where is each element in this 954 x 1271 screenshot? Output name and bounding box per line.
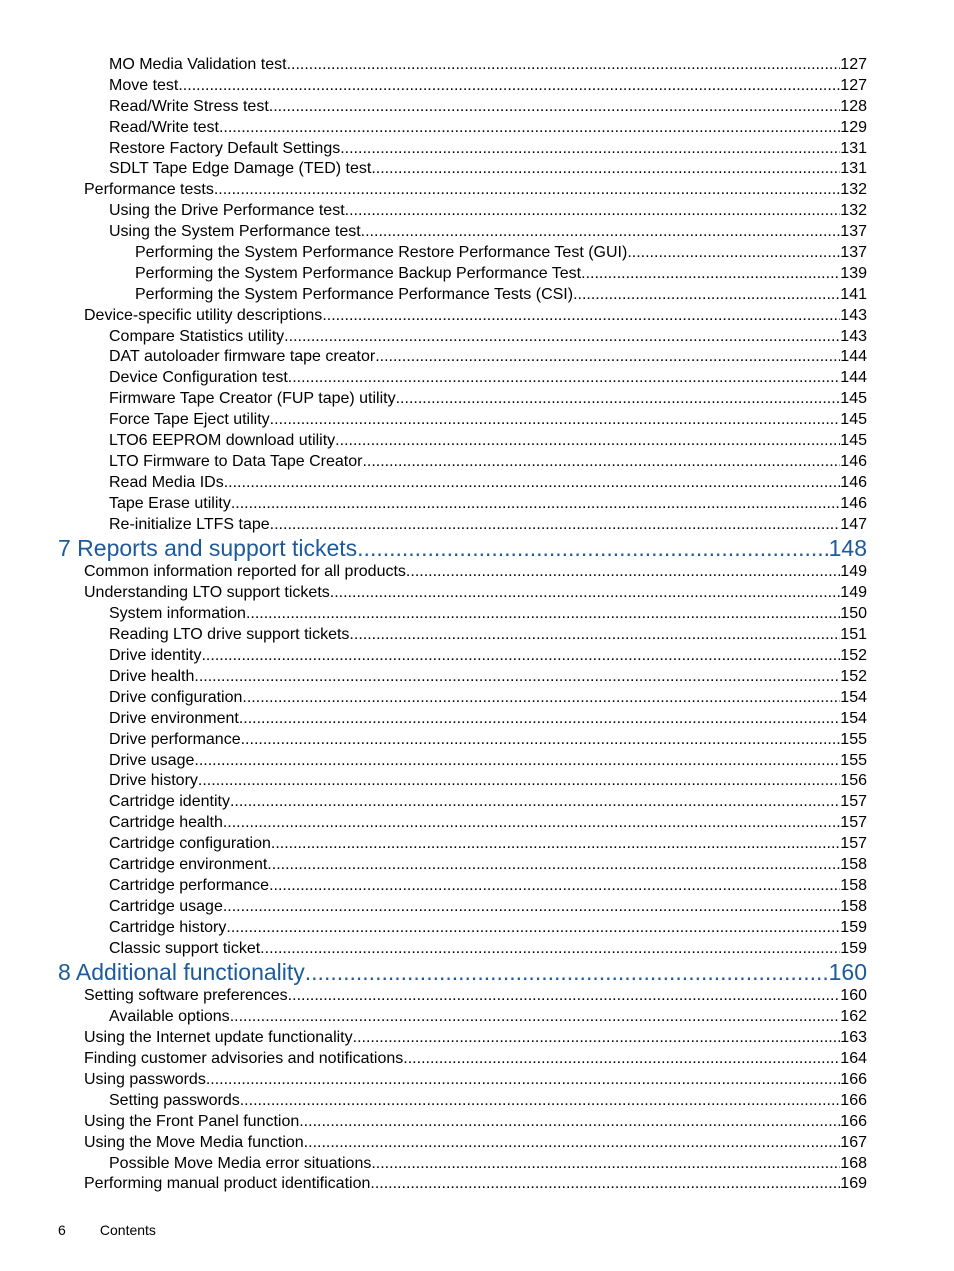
toc-entry[interactable] <box>0 625 954 646</box>
toc-entry-title: Drive performance <box>109 730 241 748</box>
toc-entry-page: 144 <box>840 369 867 387</box>
table-of-contents <box>0 55 954 1195</box>
toc-entry-page: 141 <box>840 285 867 303</box>
toc-entry-title: Cartridge identity <box>109 793 230 811</box>
toc-entry[interactable] <box>0 667 954 688</box>
toc-entry-title: Setting passwords <box>109 1091 240 1109</box>
toc-entry-title: Common information reported for all products <box>84 563 406 581</box>
toc-entry[interactable] <box>0 1154 954 1175</box>
toc-entry-title: Performing the System Performance Backup Performance Test <box>135 264 582 282</box>
dot-leader <box>370 1174 840 1195</box>
dot-leader <box>299 1112 840 1133</box>
toc-entry-title: Using the Drive Performance test <box>109 202 345 220</box>
toc-entry-page: 158 <box>840 897 867 915</box>
dot-leader <box>178 76 840 97</box>
toc-entry-page: 166 <box>840 1091 867 1109</box>
dot-leader <box>305 959 829 986</box>
toc-entry-title: Performing the System Performance Performance Tests (CSI) <box>135 285 574 303</box>
toc-entry[interactable] <box>0 473 954 494</box>
toc-entry-page: 132 <box>840 181 867 199</box>
dot-leader <box>345 201 841 222</box>
toc-entry[interactable] <box>0 730 954 751</box>
dot-leader <box>271 834 840 855</box>
chapter-page: 148 <box>828 535 867 562</box>
toc-entry-title: Cartridge health <box>109 814 223 832</box>
toc-entry-page: 159 <box>840 918 867 936</box>
toc-entry-title: Force Tape Eject utility <box>109 411 270 429</box>
dot-leader <box>270 410 841 431</box>
toc-entry-page: 131 <box>840 160 867 178</box>
toc-entry[interactable] <box>0 180 954 201</box>
toc-entry[interactable] <box>0 159 954 180</box>
dot-leader <box>230 792 840 813</box>
toc-entry-title: Read Media IDs <box>109 473 224 491</box>
toc-entry-title: Cartridge history <box>109 918 227 936</box>
toc-entry-page: 152 <box>840 667 867 685</box>
toc-entry-page: 145 <box>840 390 867 408</box>
toc-entry[interactable] <box>0 264 954 285</box>
toc-entry-page: 129 <box>840 118 867 136</box>
dot-leader <box>287 55 841 76</box>
toc-entry-title: Using the Move Media function <box>84 1133 304 1151</box>
toc-entry[interactable] <box>0 792 954 813</box>
toc-entry-page: 164 <box>840 1050 867 1068</box>
toc-entry-title: Using passwords <box>84 1070 206 1088</box>
dot-leader <box>240 1091 841 1112</box>
dot-leader <box>219 118 840 139</box>
toc-entry[interactable] <box>0 1007 954 1028</box>
toc-entry-title: Performing the System Performance Restore Performance Test (GUI) <box>135 244 628 262</box>
toc-entry-title: Drive configuration <box>109 688 243 706</box>
dot-leader <box>226 918 840 939</box>
toc-entry-page: 162 <box>840 1008 867 1026</box>
dot-leader <box>284 327 840 348</box>
toc-entry[interactable] <box>0 201 954 222</box>
toc-entry[interactable] <box>0 918 954 939</box>
dot-leader <box>403 1049 840 1070</box>
toc-entry-title: Re-initialize LTFS tape <box>109 515 270 533</box>
toc-entry-page: 132 <box>840 202 867 220</box>
toc-entry[interactable] <box>0 243 954 264</box>
toc-entry-title: Setting software preferences <box>84 987 288 1005</box>
toc-entry[interactable] <box>0 1091 954 1112</box>
toc-entry-title: SDLT Tape Edge Damage (TED) test <box>109 160 372 178</box>
toc-entry-title: Read/Write test <box>109 118 219 136</box>
dot-leader <box>231 494 840 515</box>
dot-leader <box>223 813 840 834</box>
toc-entry-page: 169 <box>840 1175 867 1193</box>
dot-leader <box>270 515 841 536</box>
toc-entry-page: 152 <box>840 647 867 665</box>
toc-entry-page: 157 <box>840 835 867 853</box>
toc-entry[interactable] <box>0 494 954 515</box>
toc-entry-page: 167 <box>840 1133 867 1151</box>
toc-entry-page: 128 <box>840 97 867 115</box>
toc-entry[interactable] <box>0 118 954 139</box>
toc-entry-page: 146 <box>840 473 867 491</box>
toc-entry-page: 149 <box>840 563 867 581</box>
toc-entry-title: Reading LTO drive support tickets <box>109 626 350 644</box>
toc-entry-page: 157 <box>840 793 867 811</box>
toc-entry-title: Device-specific utility descriptions <box>84 306 323 324</box>
toc-entry-page: 160 <box>840 987 867 1005</box>
toc-entry-title: Using the Front Panel function <box>84 1112 300 1130</box>
dot-leader <box>194 667 840 688</box>
toc-entry-title: Performance tests <box>84 181 214 199</box>
toc-entry-page: 146 <box>840 494 867 512</box>
toc-entry-page: 166 <box>840 1112 867 1130</box>
toc-entry[interactable] <box>0 1133 954 1154</box>
dot-leader <box>260 939 840 960</box>
dot-leader <box>201 646 840 667</box>
toc-entry-title: Finding customer advisories and notifications <box>84 1050 404 1068</box>
dot-leader <box>406 562 840 583</box>
dot-leader <box>371 159 840 180</box>
dot-leader <box>269 97 841 118</box>
toc-entry-page: 131 <box>840 139 867 157</box>
dot-leader <box>214 180 840 201</box>
toc-entry[interactable] <box>0 876 954 897</box>
dot-leader <box>230 1007 841 1028</box>
toc-entry-page: 159 <box>840 939 867 957</box>
toc-entry-title: Move test <box>109 76 179 94</box>
toc-entry[interactable] <box>0 939 954 960</box>
toc-chapter-8[interactable] <box>0 959 954 986</box>
toc-group-chapter7 <box>0 562 954 959</box>
toc-entry[interactable] <box>0 751 954 772</box>
dot-leader <box>241 730 841 751</box>
toc-entry[interactable] <box>0 327 954 348</box>
dot-leader <box>242 688 840 709</box>
dot-leader <box>206 1070 840 1091</box>
toc-entry[interactable] <box>0 562 954 583</box>
toc-entry[interactable] <box>0 347 954 368</box>
toc-entry-page: 158 <box>840 876 867 894</box>
dot-leader <box>361 222 841 243</box>
toc-entry-page: 157 <box>840 814 867 832</box>
dot-leader <box>396 389 841 410</box>
dot-leader <box>224 473 841 494</box>
toc-entry-page: 150 <box>840 605 867 623</box>
toc-entry-page: 154 <box>840 709 867 727</box>
toc-entry[interactable] <box>0 285 954 306</box>
dot-leader <box>267 855 840 876</box>
toc-entry-page: 155 <box>840 730 867 748</box>
toc-entry-page: 137 <box>840 223 867 241</box>
toc-entry-page: 127 <box>840 56 867 73</box>
toc-entry[interactable] <box>0 604 954 625</box>
toc-entry-title: MO Media Validation test <box>109 56 287 73</box>
toc-entry[interactable] <box>0 771 954 792</box>
toc-entry[interactable] <box>0 813 954 834</box>
toc-entry-page: 143 <box>840 306 867 324</box>
dot-leader <box>223 897 840 918</box>
toc-entry-title: Read/Write Stress test <box>109 97 269 115</box>
toc-entry-title: Drive usage <box>109 751 195 769</box>
toc-entry[interactable] <box>0 1028 954 1049</box>
toc-entry[interactable] <box>0 834 954 855</box>
toc-entry[interactable] <box>0 139 954 160</box>
toc-entry-title: Cartridge usage <box>109 897 223 915</box>
toc-entry[interactable] <box>0 76 954 97</box>
toc-entry-page: 166 <box>840 1070 867 1088</box>
toc-entry-title: LTO Firmware to Data Tape Creator <box>109 452 363 470</box>
toc-entry-title: System information <box>109 605 246 623</box>
toc-entry-title: Using the System Performance test <box>109 223 361 241</box>
dot-leader <box>322 306 840 327</box>
toc-entry[interactable] <box>0 452 954 473</box>
toc-entry-page: 149 <box>840 584 867 602</box>
toc-entry[interactable] <box>0 646 954 667</box>
toc-entry-title: Understanding LTO support tickets <box>84 584 330 602</box>
toc-entry[interactable] <box>0 410 954 431</box>
dot-leader <box>335 431 840 452</box>
toc-entry[interactable] <box>0 222 954 243</box>
toc-entry[interactable] <box>0 97 954 118</box>
toc-entry-title: Compare Statistics utility <box>109 327 285 345</box>
toc-entry-title: DAT autoloader firmware tape creator <box>109 348 376 366</box>
toc-entry-title: Possible Move Media error situations <box>109 1154 372 1172</box>
toc-entry[interactable] <box>0 709 954 730</box>
toc-entry-page: 146 <box>840 452 867 470</box>
toc-entry[interactable] <box>0 986 954 1007</box>
toc-entry[interactable] <box>0 55 954 76</box>
toc-entry-page: 137 <box>840 244 867 262</box>
toc-entry-page: 156 <box>840 772 867 790</box>
toc-entry-title: Restore Factory Default Settings <box>109 139 341 157</box>
dot-leader <box>349 625 840 646</box>
toc-entry-page: 168 <box>840 1154 867 1172</box>
toc-entry-title: Using the Internet update functionality <box>84 1029 353 1047</box>
toc-entry-title: Drive health <box>109 667 195 685</box>
toc-entry-page: 151 <box>840 626 867 644</box>
toc-entry-title: Tape Erase utility <box>109 494 231 512</box>
toc-entry-page: 163 <box>840 1029 867 1047</box>
dot-leader <box>627 243 840 264</box>
toc-entry[interactable] <box>0 583 954 604</box>
dot-leader <box>371 1154 840 1175</box>
toc-entry[interactable] <box>0 1112 954 1133</box>
dot-leader <box>581 264 840 285</box>
toc-entry-page: 127 <box>840 76 867 94</box>
dot-leader <box>194 751 840 772</box>
footer-section: Contents <box>99 1222 156 1238</box>
toc-entry-page: 145 <box>840 411 867 429</box>
toc-entry-title: Classic support ticket <box>109 939 261 957</box>
dot-leader <box>288 986 841 1007</box>
toc-entry[interactable] <box>0 368 954 389</box>
toc-entry[interactable] <box>0 1049 954 1070</box>
toc-entry[interactable] <box>0 306 954 327</box>
toc-entry-title: Device Configuration test <box>109 369 288 387</box>
toc-entry-page: 154 <box>840 688 867 706</box>
toc-entry[interactable] <box>0 855 954 876</box>
toc-entry-title: LTO6 EEPROM download utility <box>109 432 336 450</box>
toc-group-chapter8 <box>0 986 954 1195</box>
toc-entry[interactable] <box>0 389 954 410</box>
dot-leader <box>362 452 840 473</box>
toc-entry-page: 139 <box>840 264 867 282</box>
toc-entry-page: 158 <box>840 855 867 873</box>
chapter-page: 160 <box>828 959 867 986</box>
toc-entry-page: 145 <box>840 432 867 450</box>
toc-chapter-7[interactable] <box>0 535 954 562</box>
toc-entry-title: Drive identity <box>109 647 202 665</box>
dot-leader <box>573 285 840 306</box>
toc-entry[interactable] <box>0 431 954 452</box>
toc-entry-title: Available options <box>109 1008 230 1026</box>
toc-entry[interactable] <box>0 515 954 536</box>
toc-entry[interactable] <box>0 1174 954 1195</box>
toc-entry[interactable] <box>0 688 954 709</box>
page-footer <box>58 1222 156 1238</box>
chapter-title: 8 Additional functionality <box>58 959 305 986</box>
dot-leader <box>304 1133 841 1154</box>
toc-entry-title: Cartridge environment <box>109 855 268 873</box>
toc-entry-title: Cartridge performance <box>109 876 270 894</box>
toc-entry-title: Drive environment <box>109 709 239 727</box>
toc-entry-page: 144 <box>840 348 867 366</box>
dot-leader <box>239 709 840 730</box>
toc-entry[interactable] <box>0 1070 954 1091</box>
dot-leader <box>198 771 840 792</box>
toc-entry-page: 143 <box>840 327 867 345</box>
dot-leader <box>288 368 841 389</box>
dot-leader <box>375 347 840 368</box>
toc-entry[interactable] <box>0 897 954 918</box>
toc-entry-title: Performing manual product identification <box>84 1175 371 1193</box>
footer-page-number: 6 <box>58 1222 66 1238</box>
dot-leader <box>246 604 840 625</box>
dot-leader <box>269 876 840 897</box>
dot-leader <box>340 139 840 160</box>
dot-leader <box>330 583 841 604</box>
toc-entry-page: 155 <box>840 751 867 769</box>
toc-entry-title: Drive history <box>109 772 198 790</box>
toc-entry-page: 147 <box>840 515 867 533</box>
dot-leader <box>353 1028 841 1049</box>
toc-group-chapter6-cont <box>0 55 954 535</box>
toc-entry-title: Cartridge configuration <box>109 835 271 853</box>
toc-entry-title: Firmware Tape Creator (FUP tape) utility <box>109 390 396 408</box>
dot-leader <box>357 535 828 562</box>
chapter-title: 7 Reports and support tickets <box>58 535 358 562</box>
